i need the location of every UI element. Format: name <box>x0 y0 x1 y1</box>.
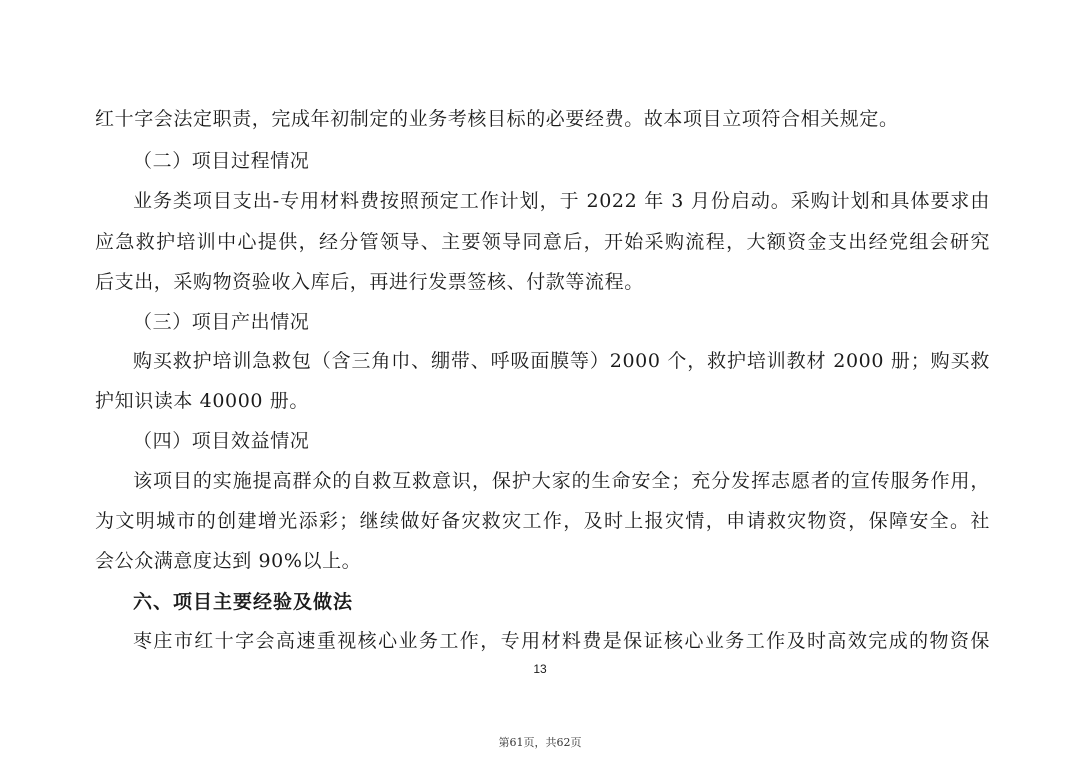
paragraph-line: 护知识读本 40000 册。 <box>95 390 309 412</box>
section-heading-output: （三）项目产出情况 <box>133 311 310 333</box>
paragraph-line: 购买救护培训急救包（含三角巾、绷带、呼吸面膜等）2000 个，救护培训教材 2000 册；购买救 <box>133 350 990 372</box>
paragraph-line: 业务类项目支出-专用材料费按照预定工作计划，于 2022 年 3 月份启动。采购计划和具体要求由 <box>133 190 990 212</box>
section-heading-process: （二）项目过程情况 <box>133 150 310 172</box>
paragraph-line: 红十字会法定职责，完成年初制定的业务考核目标的必要经费。故本项目立项符合相关规定。 <box>95 108 899 130</box>
paragraph-line: 应急救护培训中心提供，经分管领导、主要领导同意后，开始采购流程，大额资金支出经党组会研究 <box>95 231 990 253</box>
paragraph-line: 为文明城市的创建增光添彩；继续做好备灾救灾工作，及时上报灾情，申请救灾物资，保障安全。社 <box>95 510 990 532</box>
section-heading-benefit: （四）项目效益情况 <box>133 430 310 452</box>
paragraph-line: 会公众满意度达到 90%以上。 <box>95 550 362 572</box>
page-number: 13 <box>533 662 547 676</box>
section-heading-experience: 六、项目主要经验及做法 <box>133 591 354 613</box>
paragraph-line: 枣庄市红十字会高速重视核心业务工作，专用材料费是保证核心业务工作及时高效完成的物资保 <box>133 630 990 652</box>
page-footer: 第61页，共62页 <box>498 736 582 749</box>
paragraph-line: 后支出，采购物资验收入库后，再进行发票签核、付款等流程。 <box>95 271 644 293</box>
paragraph-line: 该项目的实施提高群众的自救互救意识，保护大家的生命安全；充分发挥志愿者的宣传服务作用， <box>133 470 990 492</box>
